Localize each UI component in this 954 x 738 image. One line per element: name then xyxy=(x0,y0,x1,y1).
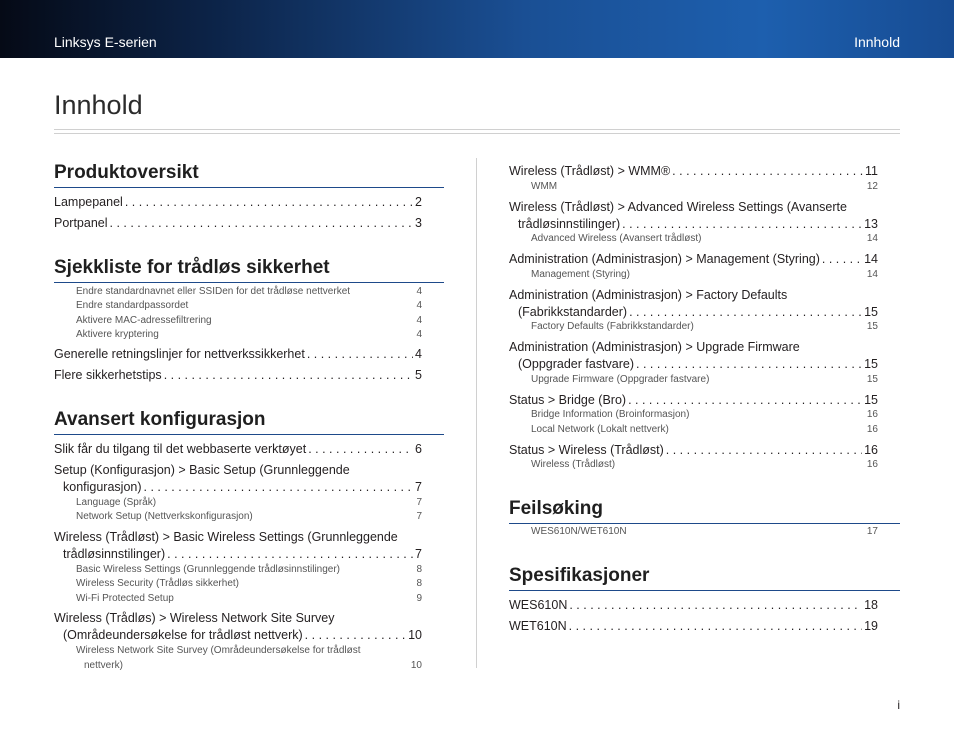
toc-entry[interactable] xyxy=(509,251,878,268)
toc-entry-page: 5 xyxy=(415,368,422,382)
dot-leader xyxy=(307,346,413,363)
toc-entry[interactable] xyxy=(54,441,422,458)
toc-entry-title: Wireless (Trådløst) > WMM® xyxy=(509,164,671,178)
toc-subentry[interactable] xyxy=(76,563,422,577)
header-section-name: Innhold xyxy=(854,34,900,50)
toc-entry[interactable] xyxy=(509,339,878,373)
toc-entry-title-cont: konfigurasjon) xyxy=(63,480,142,494)
toc-entry-title-cont: (Områdeundersøkelse for trådløst nettverk) xyxy=(63,628,303,642)
toc-section-heading: Feilsøking xyxy=(509,498,900,524)
toc-entry[interactable] xyxy=(509,618,878,635)
toc-entry-title-cont: (Oppgrader fastvare) xyxy=(518,357,635,371)
column-divider xyxy=(476,158,477,668)
toc-entry-page: 6 xyxy=(415,442,422,456)
toc-subentry[interactable] xyxy=(76,510,422,524)
header-product-name: Linksys E-serien xyxy=(54,34,157,50)
toc-subentry[interactable] xyxy=(76,314,422,328)
toc-subentry[interactable] xyxy=(76,328,422,342)
toc-subentry-title: Wireless Security (Trådløs sikkerhet) xyxy=(76,578,239,589)
dot-leader xyxy=(629,304,862,321)
toc-subentry-page: 14 xyxy=(866,269,878,280)
toc-entry-title: WES610N xyxy=(509,598,568,612)
toc-entry-title: Administration (Administrasjon) > Management (Styring) xyxy=(509,252,820,266)
toc-entry-title: Administration (Administrasjon) > Upgrade Firmware xyxy=(509,340,800,354)
toc-entry-title: Slik får du tilgang til det webbaserte verktøyet xyxy=(54,442,307,456)
toc-entry-page: 3 xyxy=(415,216,422,230)
toc-subentry-page: 8 xyxy=(416,578,422,589)
toc-subentry[interactable] xyxy=(76,285,422,299)
toc-entry-page: 4 xyxy=(415,347,422,361)
toc-subentry-page: 15 xyxy=(866,321,878,332)
toc-subentry-title: Wi-Fi Protected Setup xyxy=(76,593,174,604)
toc-subentry-title: Bridge Information (Broinformasjon) xyxy=(531,409,690,420)
toc-subentry-title: Aktivere kryptering xyxy=(76,329,159,340)
toc-subentry-title: Management (Styring) xyxy=(531,269,630,280)
toc-entry-title-cont: (Fabrikkstandarder) xyxy=(518,305,628,319)
toc-subentry-title: WES610N/WET610N xyxy=(531,526,627,537)
toc-entry[interactable] xyxy=(54,346,422,363)
toc-section-heading: Produktoversikt xyxy=(54,162,444,188)
toc-entry[interactable] xyxy=(54,610,422,644)
toc-subentry[interactable] xyxy=(531,373,878,387)
toc-subentry[interactable] xyxy=(531,320,878,334)
toc-subentry-page: 7 xyxy=(416,511,422,522)
toc-entry[interactable] xyxy=(509,442,878,459)
toc-subentry[interactable] xyxy=(531,525,878,539)
toc-subentry-page: 4 xyxy=(416,315,422,326)
toc-entry-title-cont: trådløsinnstilinger) xyxy=(518,217,621,231)
toc-entry-title: Wireless (Trådløs) > Wireless Network Site Survey xyxy=(54,611,335,625)
toc-entry-title: Flere sikkerhetstips xyxy=(54,368,162,382)
toc-subentry-title: Local Network (Lokalt nettverk) xyxy=(531,424,669,435)
title-divider xyxy=(54,129,900,134)
toc-subentry-title: WMM xyxy=(531,181,558,192)
toc-entry[interactable] xyxy=(509,392,878,409)
toc-entry-page: 11 xyxy=(865,164,878,178)
toc-entry-title: Status > Wireless (Trådløst) xyxy=(509,443,664,457)
toc-subentry-title: Upgrade Firmware (Oppgrader fastvare) xyxy=(531,374,710,385)
toc-entry-page: 2 xyxy=(415,195,422,209)
toc-entry[interactable] xyxy=(54,367,422,384)
toc-entry-title: Administration (Administrasjon) > Factory Defaults xyxy=(509,288,788,302)
page-number: i xyxy=(897,698,900,712)
toc-entry-title: Status > Bridge (Bro) xyxy=(509,393,627,407)
toc-subentry-page: 16 xyxy=(866,424,878,435)
toc-section-heading: Avansert konfigurasjon xyxy=(54,409,444,435)
dot-leader xyxy=(622,216,862,233)
toc-subentry[interactable] xyxy=(76,299,422,313)
toc-subentry-page: 16 xyxy=(866,459,878,470)
toc-subentry[interactable] xyxy=(531,408,878,422)
dot-leader xyxy=(167,546,413,563)
toc-subentry-page: 9 xyxy=(416,593,422,604)
toc-entry-title-cont: trådløsinnstilinger) xyxy=(63,547,166,561)
dot-leader xyxy=(666,442,862,459)
toc-entry[interactable] xyxy=(509,597,878,614)
toc-subentry-page: 16 xyxy=(866,409,878,420)
toc-subentry-title: Basic Wireless Settings (Grunnleggende trådløsinnstilinger) xyxy=(76,564,341,575)
toc-entry[interactable] xyxy=(509,287,878,321)
toc-subentry[interactable] xyxy=(531,268,878,282)
toc-entry-page: 14 xyxy=(864,252,878,266)
toc-subentry-title: Endre standardpassordet xyxy=(76,300,189,311)
toc-entry-title: Generelle retningslinjer for nettverkssikkerhet xyxy=(54,347,305,361)
toc-section-heading: Spesifikasjoner xyxy=(509,565,900,591)
toc-subentry-page: 12 xyxy=(866,181,878,192)
header-banner xyxy=(0,0,954,58)
toc-entry[interactable] xyxy=(54,529,422,563)
toc-entry-page: 10 xyxy=(408,628,422,642)
toc-entry-page: 18 xyxy=(864,598,878,612)
dot-leader xyxy=(125,194,413,211)
toc-subentry-page: 17 xyxy=(866,526,878,537)
toc-subentry-title: Network Setup (Nettverkskonfigurasjon) xyxy=(76,511,253,522)
toc-entry-title: Setup (Konfigurasjon) > Basic Setup (Grunnleggende xyxy=(54,463,350,477)
toc-entry-title: WET610N xyxy=(509,619,567,633)
dot-leader xyxy=(672,163,863,180)
dot-leader xyxy=(569,618,862,635)
toc-subentry-title: Advanced Wireless (Avansert trådløst) xyxy=(531,233,702,244)
toc-entry[interactable] xyxy=(509,163,878,180)
toc-subentry[interactable] xyxy=(531,180,878,194)
toc-entry-page: 7 xyxy=(415,547,422,561)
toc-subentry-page: 15 xyxy=(866,374,878,385)
dot-leader xyxy=(308,441,413,458)
toc-entry-page: 13 xyxy=(864,217,878,231)
dot-leader xyxy=(569,597,862,614)
toc-subentry[interactable] xyxy=(76,577,422,591)
toc-subentry-title: Wireless Network Site Survey (Områdeundersøkelse for trådløst xyxy=(76,645,361,656)
page-title: Innhold xyxy=(54,90,143,120)
toc-subentry[interactable] xyxy=(76,592,422,606)
toc-entry-page: 15 xyxy=(864,357,878,371)
toc-entry-title: Wireless (Trådløst) > Advanced Wireless Settings (Avanserte xyxy=(509,200,847,214)
toc-subentry[interactable] xyxy=(531,423,878,437)
toc-entry-page: 7 xyxy=(415,480,422,494)
dot-leader xyxy=(305,627,406,644)
dot-leader xyxy=(110,215,414,232)
toc-subentry[interactable] xyxy=(531,458,878,472)
dot-leader xyxy=(636,356,862,373)
toc-subentry-title: Wireless (Trådløst) xyxy=(531,459,616,470)
toc-subentry-page: 14 xyxy=(866,233,878,244)
toc-subentry[interactable] xyxy=(531,232,878,246)
toc-subentry-page: 10 xyxy=(410,659,422,671)
toc-subentry-page: 7 xyxy=(416,497,422,508)
toc-entry-title: Lampepanel xyxy=(54,195,123,209)
toc-subentry-page: 4 xyxy=(416,300,422,311)
toc-subentry-title: Factory Defaults (Fabrikkstandarder) xyxy=(531,321,694,332)
dot-leader xyxy=(144,479,414,496)
toc-entry[interactable] xyxy=(509,199,878,233)
toc-subentry-title: Language (Språk) xyxy=(76,497,157,508)
toc-entry-page: 15 xyxy=(864,393,878,407)
toc-subentry[interactable] xyxy=(76,644,422,673)
dot-leader xyxy=(164,367,413,384)
toc-subentry-title: Endre standardnavnet eller SSIDen for det trådløse nettverket xyxy=(76,286,351,297)
toc-subentry-title-cont: nettverk) xyxy=(84,659,123,671)
toc-subentry-title: Aktivere MAC-adressefiltrering xyxy=(76,315,212,326)
toc-subentry[interactable] xyxy=(76,496,422,510)
toc-subentry-page: 4 xyxy=(416,286,422,297)
toc-subentry-page: 8 xyxy=(416,564,422,575)
toc-entry-page: 15 xyxy=(864,305,878,319)
toc-entry[interactable] xyxy=(54,194,422,211)
dot-leader xyxy=(628,392,862,409)
toc-entry-title: Portpanel xyxy=(54,216,108,230)
toc-entry-page: 16 xyxy=(864,443,878,457)
toc-subentry-page: 4 xyxy=(416,329,422,340)
dot-leader xyxy=(822,251,862,268)
toc-entry-title: Wireless (Trådløst) > Basic Wireless Settings (Grunnleggende xyxy=(54,530,398,544)
toc-entry[interactable] xyxy=(54,462,422,496)
toc-entry[interactable] xyxy=(54,215,422,232)
toc-section-heading: Sjekkliste for trådløs sikkerhet xyxy=(54,257,444,283)
toc-entry-page: 19 xyxy=(864,619,878,633)
